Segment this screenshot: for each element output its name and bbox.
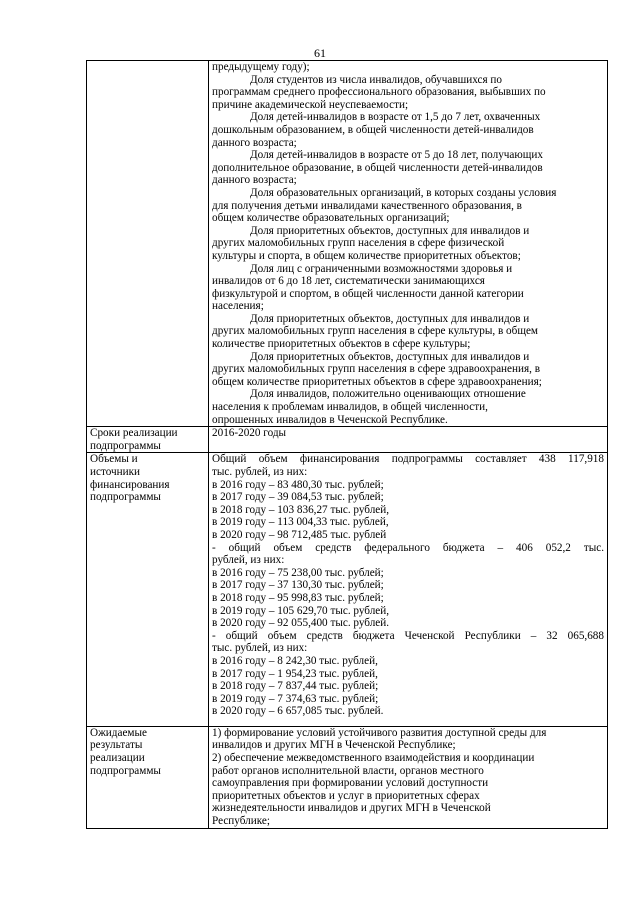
passport-row [87,427,608,453]
content-line: общем количестве приоритетных объектов в сфере здравоохранения; [212,375,542,388]
content-line: Доля детей-инвалидов в возрасте от 1,5 до 7 лет, охваченных [250,111,541,124]
content-line: общем количестве образовательных организаций; [212,212,450,225]
row-label-line: источники [90,466,141,478]
content-line: 2) обеспечение межведомственного взаимодействия и координации [212,752,535,765]
row-content-cell [209,726,608,828]
row-label-line: подпрограммы [90,439,161,452]
content-line: в 2020 году – 98 712,485 тыс. рублей [212,528,387,541]
content-line: Общий объем финансирования подпрограммы составляет 438 117,918 [212,453,604,466]
passport-row [87,61,608,427]
content-line: дошкольным образованием, в общей численности детей-инвалидов [212,123,534,136]
content-line: данного возраста; [212,174,297,187]
content-line: Доля студентов из числа инвалидов, обучавшихся по [250,73,502,86]
content-line: 2016-2020 годы [212,427,287,440]
content-line: в 2019 году – 113 004,33 тыс. рублей, [212,516,389,529]
row-label-line: подпрограммы [90,491,161,504]
content-line: в 2018 году – 95 998,83 тыс. рублей; [212,591,384,604]
content-line: Доля инвалидов, положительно оценивающих отношение [250,388,526,401]
content-line: для получения детьми инвалидами качественного образования, в [212,199,522,212]
content-line: физкультурой и спортом, в общей численности данной категории [212,287,524,300]
content-line: тыс. рублей, из них: [212,642,308,655]
content-line: Доля приоритетных объектов, доступных для инвалидов и [250,224,530,237]
content-line: причине академической неуспеваемости; [212,98,409,111]
content-line: тыс. рублей, из них: [212,466,308,478]
content-line: других маломобильных групп населения в сфере физической [212,237,505,250]
content-line: в 2020 году – 92 055,400 тыс. рублей. [212,617,390,630]
content-line: приоритетных объектов и услуг в приоритетных сферах [212,789,480,802]
content-line: в 2016 году – 75 238,00 тыс. рублей; [212,566,384,579]
content-line: дополнительное образование, в общей численности детей-инвалидов [212,161,543,174]
content-line: инвалидов от 6 до 18 лет, систематически занимающихся [212,275,485,288]
content-line: других маломобильных групп населения в сфере здравоохранения, в [212,363,540,376]
row-label-line: Ожидаемые [90,726,147,739]
content-line: в 2020 году – 6 657,085 тыс. рублей. [212,705,384,718]
content-line: в 2019 году – 105 629,70 тыс. рублей, [212,604,390,617]
row-label-line: финансирования [90,478,170,491]
content-line: инвалидов и других МГН в Чеченской Республике; [212,739,456,752]
row-label-cell [87,453,209,726]
passport-row [87,726,608,828]
content-line: в 2017 году – 37 130,30 тыс. рублей; [212,579,384,592]
content-line: - общий объем средств федерального бюджета – 406 052,2 тыс. [212,541,604,554]
content-line: в 2019 году – 7 374,63 тыс. рублей; [212,692,379,705]
row-label-line: реализации [90,752,145,765]
subprogram-passport-table [86,60,608,829]
row-label-cell [87,61,209,427]
content-line: количестве приоритетных объектов в сфере культуры; [212,338,471,351]
content-line: в 2017 году – 39 084,53 тыс. рублей; [212,491,384,504]
cell-spacer [212,718,604,726]
row-content-cell [209,427,608,453]
content-line: самоуправления при формировании условий доступности [212,777,489,790]
content-line: работ органов исполнительной власти, органов местного [212,764,484,777]
row-label-cell [87,427,209,453]
row-label-cell [87,726,209,828]
page-number: 61 [314,46,326,60]
content-line: населения; [212,300,264,313]
row-content-cell [209,61,608,427]
content-line: предыдущему году); [212,61,310,73]
content-line: данного возраста; [212,136,297,149]
content-line: программам среднего профессионального образования, выбывших по [212,86,546,99]
content-line: культуры и спорта, в общем количестве приоритетных объектов; [212,249,521,262]
content-line: Доля образовательных организаций, в которых созданы условия [250,186,557,199]
content-line: - общий объем средств бюджета Чеченской Республики – 32 065,688 [212,629,604,642]
content-line: Доля детей-инвалидов в возрасте от 5 до 18 лет, получающих [250,149,543,162]
row-label-line: Объемы и [90,453,138,466]
content-line: Доля лиц с ограниченными возможностями здоровья и [250,262,513,275]
content-line: Доля приоритетных объектов, доступных для инвалидов и [250,312,530,325]
row-label-line: результаты [90,739,143,752]
content-line: в 2018 году – 103 836,27 тыс. рублей, [212,503,390,516]
content-line: рублей, из них: [212,554,285,567]
content-line: 1) формирование условий устойчивого развития доступной среды для [212,726,547,739]
passport-row [87,453,608,726]
row-label-line: Сроки реализации [90,427,178,440]
content-line: населения к проблемам инвалидов, в общей численности, [212,401,488,414]
content-line: в 2018 году – 7 837,44 тыс. рублей; [212,680,379,693]
passport-table-body [87,61,608,829]
content-line: в 2016 году – 83 480,30 тыс. рублей; [212,478,384,491]
content-line: Доля приоритетных объектов, доступных для инвалидов и [250,350,530,363]
content-line: опрошенных инвалидов в Чеченской Республике. [212,413,448,426]
content-line: в 2016 году – 8 242,30 тыс. рублей, [212,654,378,667]
content-line: Республике; [212,815,270,828]
row-label-line: подпрограммы [90,764,161,777]
content-line: жизнедеятельности инвалидов и других МГН в Чеченской [212,802,491,815]
content-line: других маломобильных групп населения в сфере культуры, в общем [212,325,538,338]
row-content-cell [209,453,608,726]
content-line: в 2017 году – 1 954,23 тыс. рублей, [212,667,378,680]
